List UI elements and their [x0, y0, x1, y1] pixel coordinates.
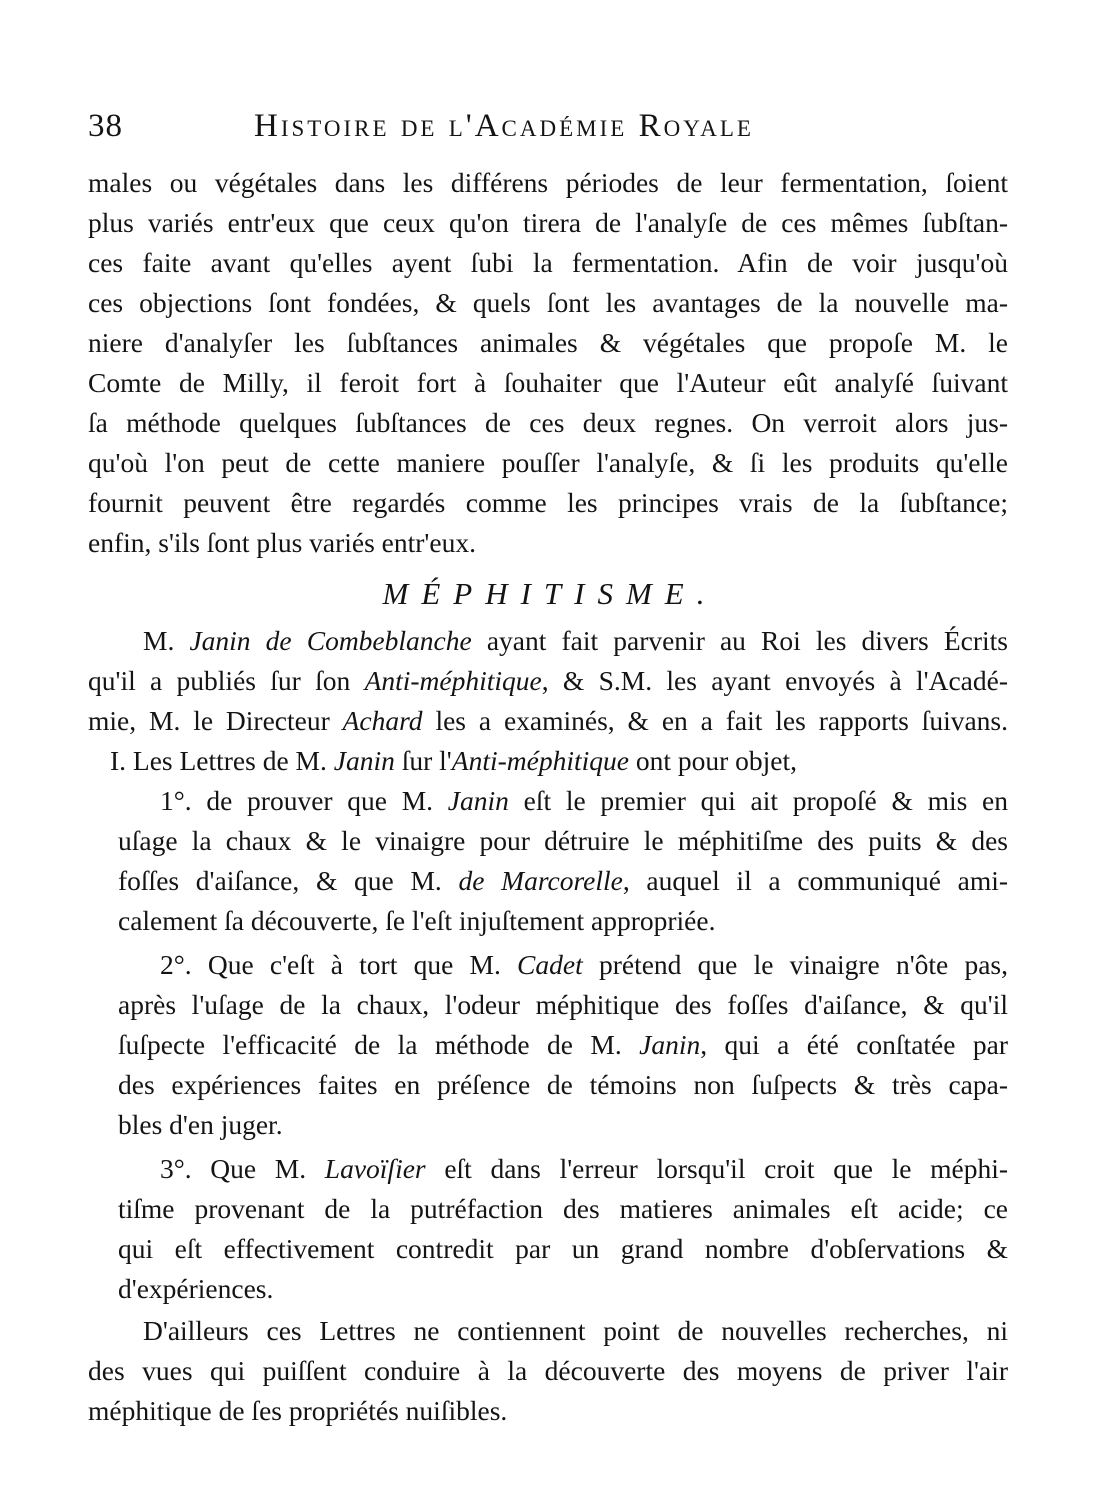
text-span: 1°. de prouver que M. [160, 785, 448, 816]
person-name: Lavoïſier [324, 1153, 426, 1184]
text-line [118, 1028, 1008, 1062]
person-name: Achard [342, 705, 423, 736]
text-span: ſuſpecte l'efficacité de la méthode de M. [118, 1029, 640, 1060]
text-line: plus variés entr'eux que ceux qu'on tirera de l'analyſe de ces mêmes ſubſtan- [88, 207, 1008, 238]
text-line [160, 1152, 1008, 1186]
item-heading [110, 744, 1008, 778]
text-span: eſt le premier qui ait propoſé & mis en [508, 785, 1008, 816]
text-line: des expériences faites en préſence de témoins non ſuſpects & très capa- [118, 1069, 1008, 1100]
text-span: ont pour objet, [628, 745, 797, 776]
person-name: Janin [333, 745, 395, 776]
person-name: Janin [447, 785, 509, 816]
work-title: Anti-méphitique [451, 745, 629, 776]
text-line: ces faite avant qu'elles ayent ſubi la fermentation. Afin de voir jusqu'où [88, 247, 1008, 278]
text-line: tiſme provenant de la putréfaction des matieres animales eſt acide; ce [118, 1193, 1008, 1224]
text-span: , qui a été conſtatée par [700, 1029, 1008, 1060]
text-line: ces objections ſont fondées, & quels ſont les avantages de la nouvelle ma- [88, 287, 1008, 318]
text-line [118, 864, 1008, 898]
text-line: fournit peuvent être regardés comme les principes vrais de la ſubſtance; [88, 487, 1008, 518]
text-line: D'ailleurs ces Lettres ne contiennent point de nouvelles recherches, ni [143, 1315, 1008, 1346]
text-line: des vues qui puiſſent conduire à la découverte des moyens de priver l'air [88, 1355, 1008, 1386]
text-span: M. [143, 625, 190, 656]
person-name: Janin [639, 1029, 701, 1060]
text-span: ſur l' [394, 745, 452, 776]
text-line: d'expériences. [118, 1273, 274, 1304]
text-span: eſt dans l'erreur lorsqu'il croit que le méphi- [425, 1153, 1009, 1184]
page-number: 38 [88, 108, 123, 144]
text-span: foſſes d'aiſance, & que M. [118, 865, 459, 896]
text-span: , & S.M. les ayant envoyés à l'Acadé- [541, 665, 1008, 696]
text-span: I. Les Lettres de M. [110, 745, 334, 776]
text-span: qu'il a publiés ſur ſon [88, 665, 365, 696]
text-line: males ou végétales dans les différens périodes de leur fermentation, ſoient [88, 167, 1008, 198]
person-name: Janin de Combeblanche [189, 625, 472, 656]
text-line: qui eſt effectivement contredit par un grand nombre d'obſervations & [118, 1233, 1008, 1264]
text-line: bles d'en juger. [118, 1109, 283, 1140]
text-line [143, 624, 1008, 658]
text-span: , auquel il a communiqué ami- [622, 865, 1009, 896]
text-line [160, 948, 1008, 982]
text-span: prétend que le vinaigre n'ôte pas, [582, 949, 1009, 980]
text-line: après l'uſage de la chaux, l'odeur méphitique des foſſes d'aiſance, & qu'il [118, 989, 1008, 1020]
text-span: 3°. Que M. [160, 1153, 325, 1184]
text-line: enfin, s'ils ſont plus variés entr'eux. [88, 527, 476, 558]
person-name: Cadet [517, 949, 583, 980]
text-line [88, 704, 1008, 738]
text-span: 2°. Que c'eſt à tort que M. [160, 949, 518, 980]
text-span: mie, M. le Directeur [88, 705, 343, 736]
text-span: ayant fait parvenir au Roi les divers Écrits [471, 625, 1009, 656]
text-line: niere d'analyſer les ſubſtances animales & végétales que propoſe M. le [88, 327, 1008, 358]
text-span: les a examinés, & en a fait les rapports ſuivans. [422, 705, 1008, 736]
work-title: Anti-méphitique [364, 665, 542, 696]
text-line: méphitique de ſes propriétés nuiſibles. [88, 1395, 508, 1426]
text-line [88, 664, 1008, 698]
text-line [160, 784, 1008, 818]
text-line: Comte de Milly, il feroit fort à ſouhaiter que l'Auteur eût analyſé ſuivant [88, 367, 1008, 398]
text-line: ſa méthode quelques ſubſtances de ces deux regnes. On verroit alors jus- [88, 407, 1008, 438]
running-head: Histoire de l'Académie Royale [254, 108, 754, 144]
text-line: uſage la chaux & le vinaigre pour détruire le méphitiſme des puits & des [118, 825, 1008, 856]
text-line: qu'où l'on peut de cette maniere pouſſer l'analyſe, & ſi les produits qu'elle [88, 447, 1008, 478]
section-title: MÉPHITISME. [382, 576, 718, 611]
text-line: calement ſa découverte, ſe l'eſt injuſtement appropriée. [118, 905, 716, 936]
page-header [88, 108, 1008, 158]
person-name: de Marcorelle [458, 865, 623, 896]
